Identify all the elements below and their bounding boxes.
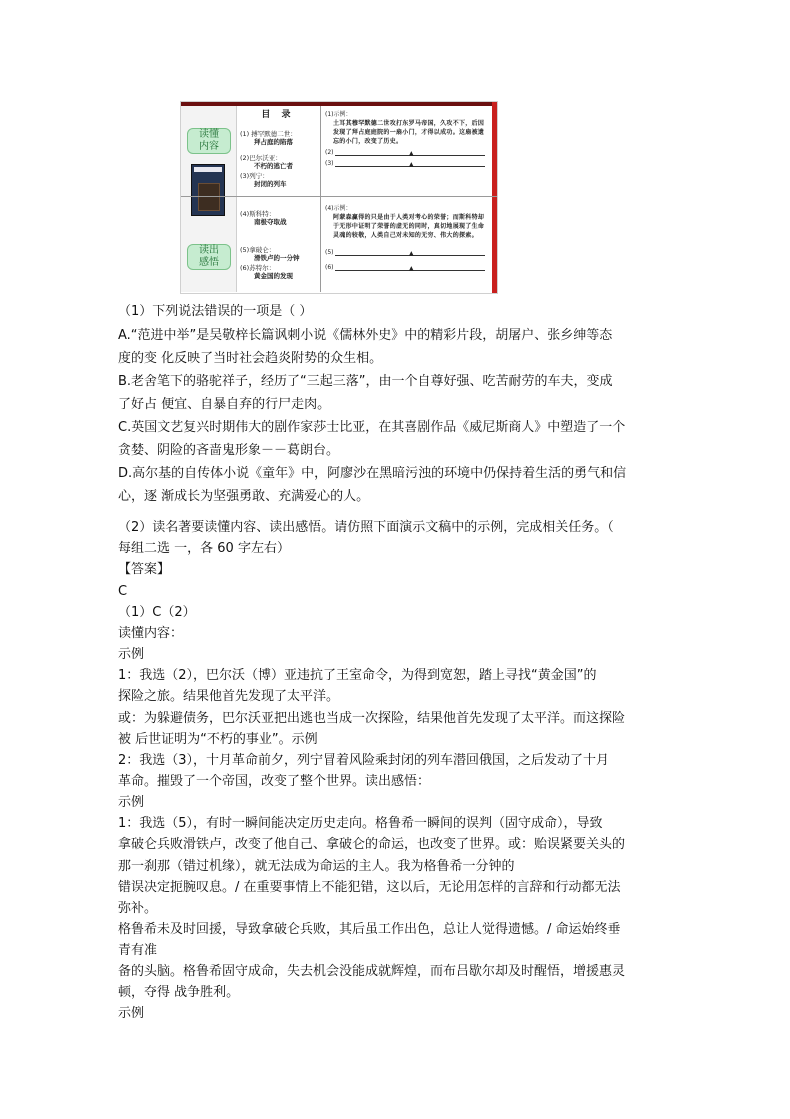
option-a-line-1: A.“范进中举”是吴敬梓长篇讽刺小说《儒林外史》中的精彩片段，胡屠户、张乡绅等态 [118, 328, 613, 343]
answer-line [325, 263, 489, 272]
book-cover-picture [198, 183, 220, 211]
answer-line: 示例 [118, 795, 145, 810]
answer-line: （1）C（2） [118, 605, 196, 620]
example-label: (1)示例： [325, 111, 352, 118]
answer-heading: 【答案】 [118, 562, 171, 577]
contents-item-author: (2)巴尔沃亚： [240, 154, 282, 162]
answer-line-number: (3) [325, 160, 334, 167]
answer-line: 读懂内容： [118, 626, 184, 641]
question-1-stem: （1）下列说法错误的一项是（ ） [118, 304, 313, 319]
slide-left-column [181, 106, 237, 292]
contents-item-author: (5)拿破仑： [240, 246, 276, 254]
answer-line: 那一刹那（错过机缘），就无法成为命运的主人。我为格鲁希一分钟的 [118, 859, 515, 874]
badge-read-feeling [187, 244, 231, 270]
badge-read-content [187, 128, 231, 154]
answer-line [325, 248, 489, 257]
contents-heading: 目 录 [261, 110, 295, 120]
answer-line: 探险之旅。结果他首先发现了太平洋。 [118, 689, 340, 704]
answer-line: 革命。摧毁了一个帝国，改变了整个世界。读出感悟： [118, 774, 431, 789]
answer-line: 弥补。 [118, 901, 158, 916]
contents-item-title: 不朽的逃亡者 [254, 162, 293, 170]
answer-line-number: (2) [325, 149, 334, 156]
answer-line: 1：我选（2），巴尔沃（博）亚违抗了王室命令，为得到宽恕，踏上寻找“黄金国”的 [118, 668, 597, 683]
slide-examples-top [325, 110, 489, 168]
answer-line: 格鲁希未及时回援，导致拿破仑兵败，其后虽工作出色，总让人觉得遗憾。/ 命运始终垂 [118, 922, 621, 937]
contents-item-title: 封闭的列车 [254, 180, 287, 188]
slide-red-bar [492, 102, 497, 293]
answer-choice: C [118, 584, 128, 599]
option-d-line-1: D.高尔基的自传体小说《童年》中，阿廖沙在黑暗污浊的环境中仍保持着生活的勇气和信 [118, 466, 627, 481]
answer-line: 或：为躲避债务，巴尔沃亚把出逃也当成一次探险，结果他首先发现了太平洋。而这探险 [118, 711, 626, 726]
option-d-line-2: 心，逐 渐成长为坚强勇敢、充满爱心的人。 [118, 489, 370, 504]
answer-line: 2：我选（3），十月革命前夕，列宁冒着风险乘封闭的列车潜回俄国，之后发动了十月 [118, 753, 610, 768]
contents-item [240, 210, 318, 226]
answer-line: 示例 [118, 647, 145, 662]
slide-vertical-divider [320, 106, 321, 292]
answer-line: 拿破仑兵败滑铁卢，改变了他自己、拿破仑的命运，也改变了世界。或：贻误紧要关头的 [118, 837, 626, 852]
answer-line: 被 后世证明为“不朽的事业”。示例 [118, 732, 318, 747]
badge-feel-label: 读出 感悟 [199, 245, 219, 268]
contents-item [240, 264, 318, 280]
contents-item-author: (1) 搏罕默德二世： [240, 130, 297, 138]
answer-line [325, 148, 489, 157]
contents-item-author: (3)列宁： [240, 172, 269, 180]
contents-item-title: 滑铁卢的一分钟 [254, 254, 300, 262]
example-text: 阿蒙森赢得的只是由于人类对考心的荣誉；而斯科特却于无形中证明了荣誉的虚无的同时，真切地展现了生命灵魂的较敬，人类自己对未知的无穷、伟大的探索。 [333, 214, 485, 239]
slide-contents-column [237, 106, 319, 292]
example-label: (4)示例： [325, 205, 352, 212]
contents-item-title: 南极夺取战 [254, 218, 287, 226]
book-cover [191, 164, 225, 216]
answer-line-number: (6) [325, 264, 334, 271]
answer-line [325, 159, 489, 168]
option-c-line-1: C.英国文艺复兴时期伟大的剧作家莎士比亚，在其喜剧作品《威尼斯商人》中塑造了一个 [118, 420, 626, 435]
answer-line: 示例 [118, 1006, 145, 1021]
answer-line: 青有准 [118, 943, 158, 958]
example-text: 土耳其穆罕默德二世攻打东罗马帝国，久攻不下，后因发现了拜占庭庭院的一扇小门，才得以成功。这扇被遗忘的小门，改变了历史。 [333, 120, 485, 145]
book-cover-title-strip [194, 167, 222, 172]
triangle-icon: ▲ [409, 150, 414, 157]
triangle-icon: ▲ [409, 161, 414, 168]
answer-line-number: (5) [325, 249, 334, 256]
answer-line: 顿，夺得 战争胜利。 [118, 985, 240, 1000]
option-a-line-2: 度的变 化反映了当时社会趋炎附势的众生相。 [118, 351, 383, 366]
contents-item [240, 154, 318, 170]
option-b-line-1: B.老舍笔下的骆驼祥子，经历了“三起三落”，由一个自尊好强、吃苦耐劳的车夫，变成 [118, 374, 613, 389]
contents-item-author: (4)斯科特： [240, 210, 276, 218]
slide-examples-bottom [325, 204, 489, 272]
option-c-line-2: 贪婪、阴险的吝啬鬼形象－－葛朗台。 [118, 443, 340, 458]
question-2-line-2: 每组二选 一，各 60 字左右） [118, 541, 290, 556]
triangle-icon: ▲ [409, 265, 414, 272]
contents-item-author: (6)苏特尔： [240, 264, 276, 272]
contents-item [240, 130, 318, 146]
answer-line: 错误决定扼腕叹息。/ 在重要事情上不能犯错，这以后，无论用怎样的言辞和行动都无法 [118, 880, 621, 895]
contents-item-title: 黄金国的发现 [254, 272, 293, 280]
triangle-icon: ▲ [409, 250, 414, 257]
answer-line: 备的头脑。格鲁希固守成命，失去机会没能成就辉煌，而布吕歇尔却及时醒悟，增援惠灵 [118, 964, 626, 979]
answer-line: 1：我选（5），有时一瞬间能决定历史走向。格鲁希一瞬间的误判（固守成命），导致 [118, 816, 603, 831]
question-2-line-1: （2）读名著要读懂内容、读出感悟。请仿照下面演示文稿中的示例，完成相关任务。（ [118, 520, 614, 535]
contents-item-title: 拜占庭的陷落 [254, 138, 293, 146]
badge-read-label: 读懂 内容 [199, 129, 219, 152]
contents-item [240, 246, 318, 262]
slide-horizontal-divider [181, 196, 497, 197]
contents-item [240, 172, 318, 188]
option-b-line-2: 了好占 便宜、自暴自弃的行尸走肉。 [118, 397, 331, 412]
presentation-slide-image [180, 101, 498, 294]
